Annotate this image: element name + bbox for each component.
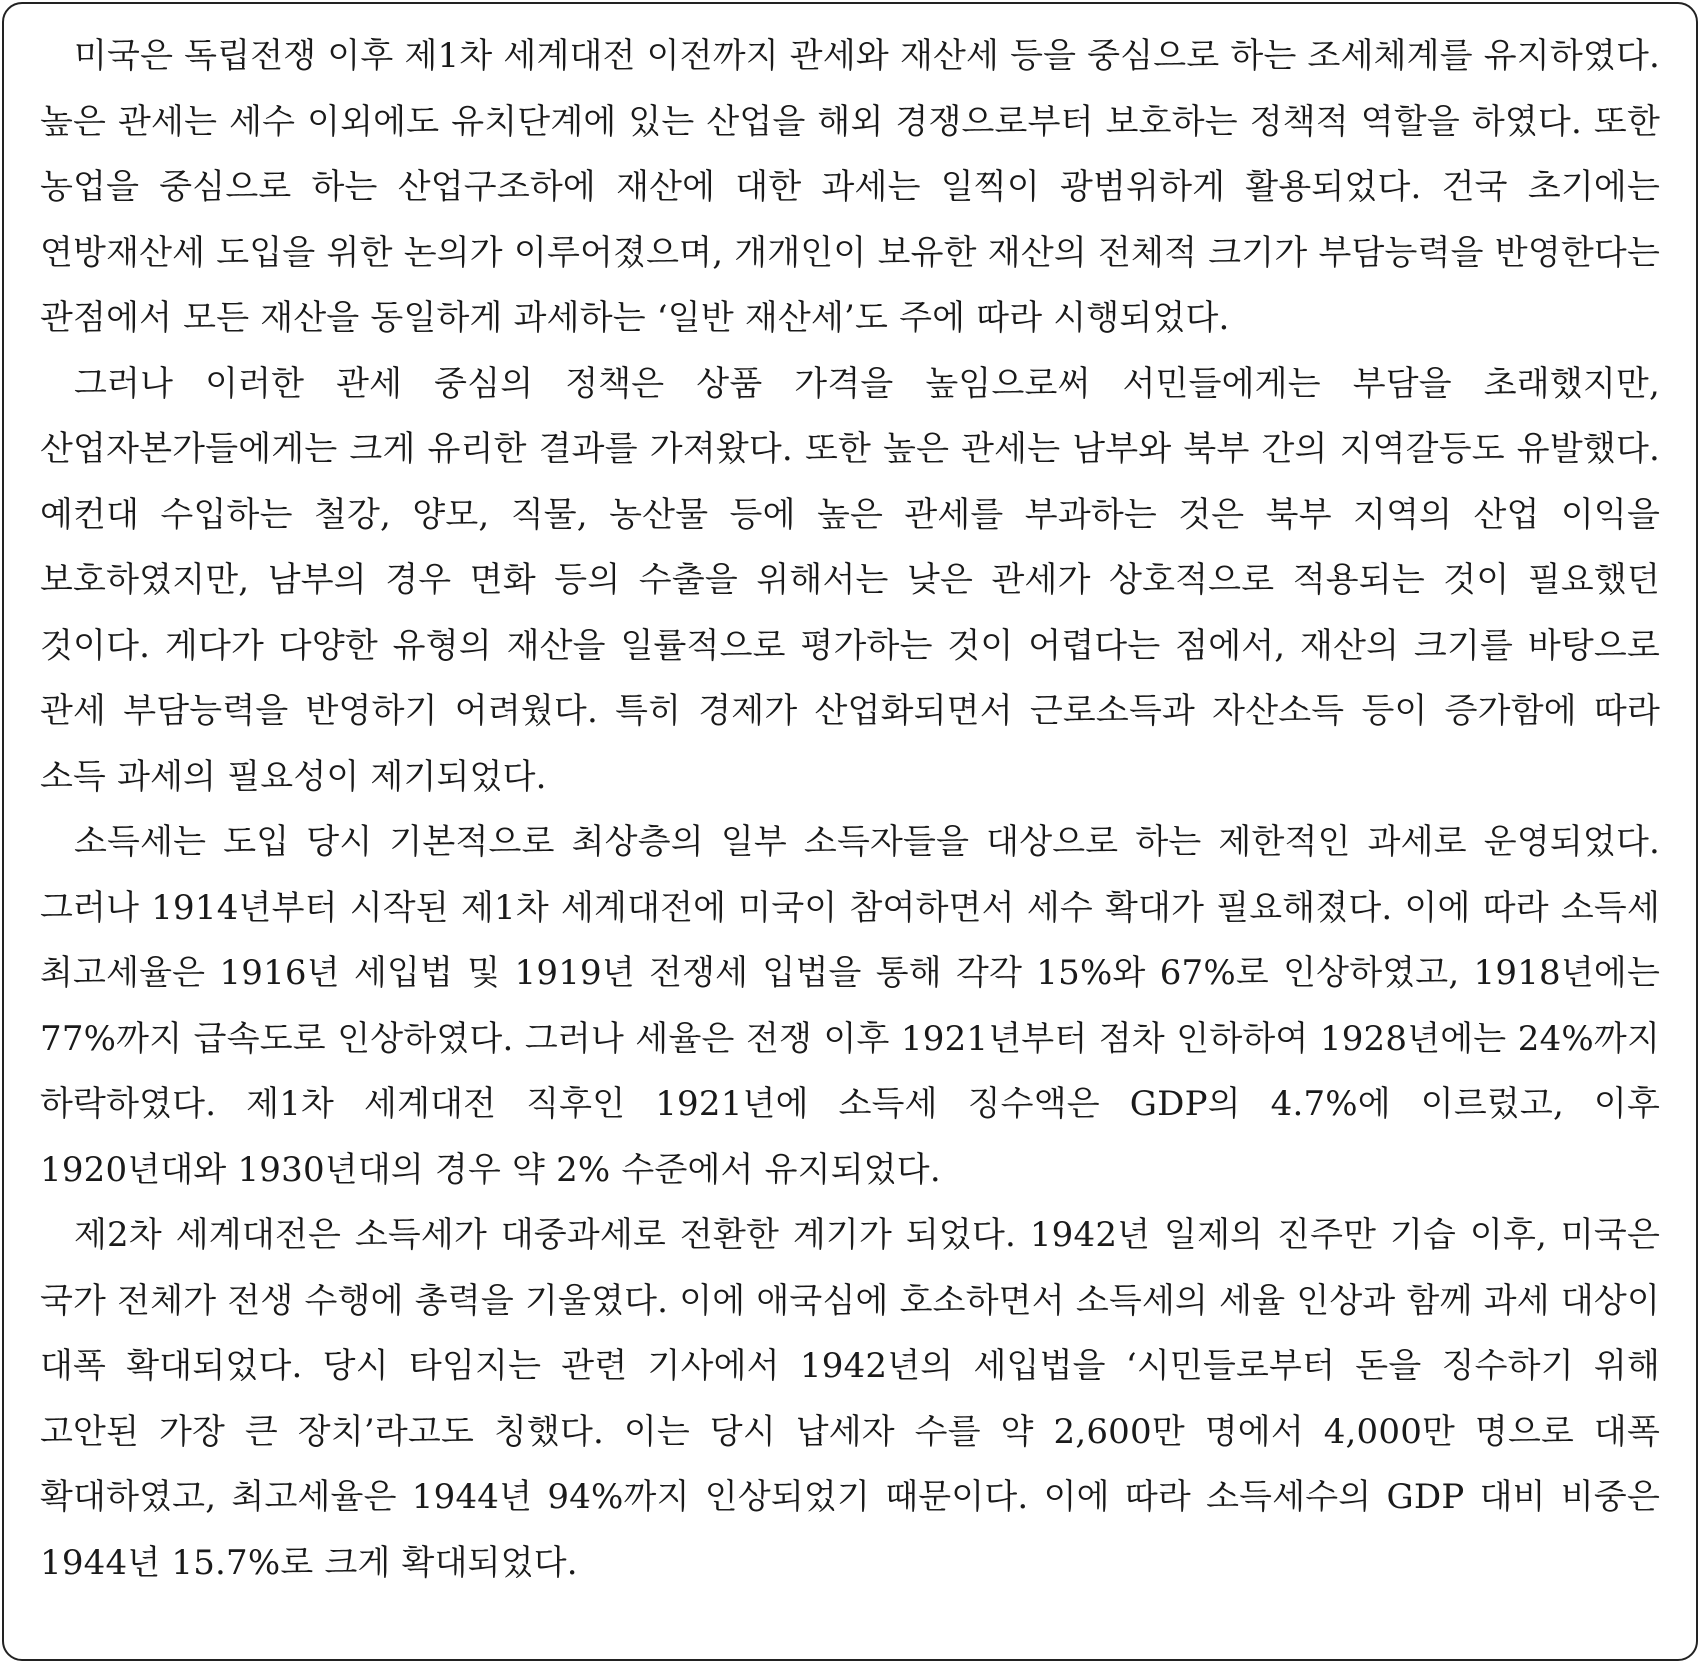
paragraph-tariff-property-tax: 미국은 독립전쟁 이후 제1차 세계대전 이전까지 관세와 재산세 등을 중심으로 하는 조세체계를 유지하였다. 높은 관세는 세수 이외에도 유치단계에 있는 산업을 해외 경쟁으로부터 보호하는 정책적 역할을 하였다. 또한 농업을 중심으로 하는 산업구조하에 재산에 대한 과세는 일찍이 광범위하게 활용되었다. 건국 초기에는 연방재산세 도입을 위한 논의가 이루어졌으며, 개개인이 보유한 재산의 전체적 크기가 부담능력을 반영한다는 관점에서 모든 재산을 동일하게 과세하는 ‘일반 재산세’도 주에 따라 시행되었다. [40,36,1660,338]
paragraph-income-tax-wwi: 소득세는 도입 당시 기본적으로 최상층의 일부 소득자들을 대상으로 하는 제한적인 과세로 운영되었다. 그러나 1914년부터 시작된 제1차 세계대전에 미국이 참여하면서 세수 확대가 필요해졌다. 이에 따라 소득세 최고세율은 1916년 세입법 및 1919년 전쟁세 입법을 통해 각각 15%와 67%로 인상하였고, 1918년에는 77%까지 급속도로 인상하였다. 그러나 세율은 전쟁 이후 1921년부터 점차 인하하여 1928년에는 24%까지 하락하였다. 제1차 세계대전 직후인 1921년에 소득세 징수액은 GDP의 4.7%에 이르렀고, 이후 1920년대와 1930년대의 경우 약 2% 수준에서 유지되었다. [40,822,1660,1190]
paragraph-tariff-burden: 그러나 이러한 관세 중심의 정책은 상품 가격을 높임으로써 서민들에게는 부담을 초래했지만, 산업자본가들에게는 크게 유리한 결과를 가져왔다. 또한 높은 관세는 남부와 북부 간의 지역갈등도 유발했다. 예컨대 수입하는 철강, 양모, 직물, 농산물 등에 높은 관세를 부과하는 것은 북부 지역의 산업 이익을 보호하였지만, 남부의 경우 면화 등의 수출을 위해서는 낮은 관세가 상호적으로 적용되는 것이 필요했던 것이다. 게다가 다양한 유형의 재산을 일률적으로 평가하는 것이 어렵다는 점에서, 재산의 크기를 바탕으로 관세 부담능력을 반영하기 어려웠다. 특히 경제가 산업화되면서 근로소득과 자산소득 등이 증가함에 따라 소득 과세의 필요성이 제기되었다. [40,363,1660,797]
document-frame [2,2,1698,1661]
paragraph-income-tax-wwii: 제2차 세계대전은 소득세가 대중과세로 전환한 계기가 되었다. 1942년 일제의 진주만 기습 이후, 미국은 국가 전체가 전생 수행에 총력을 기울였다. 이에 애국심에 호소하면서 소득세의 세율 인상과 함께 과세 대상이 대폭 확대되었다. 당시 타임지는 관련 기사에서 1942년의 세입법을 ‘시민들로부터 돈을 징수하기 위해 고안된 가장 큰 장치’라고도 칭했다. 이는 당시 납세자 수를 약 2,600만 명에서 4,000만 명으로 대폭 확대하였고, 최고세율은 1944년 94%까지 인상되었기 때문이다. 이에 따라 소득세수의 GDP 대비 비중은 1944년 15.7%로 크게 확대되었다. [40,1215,1660,1583]
